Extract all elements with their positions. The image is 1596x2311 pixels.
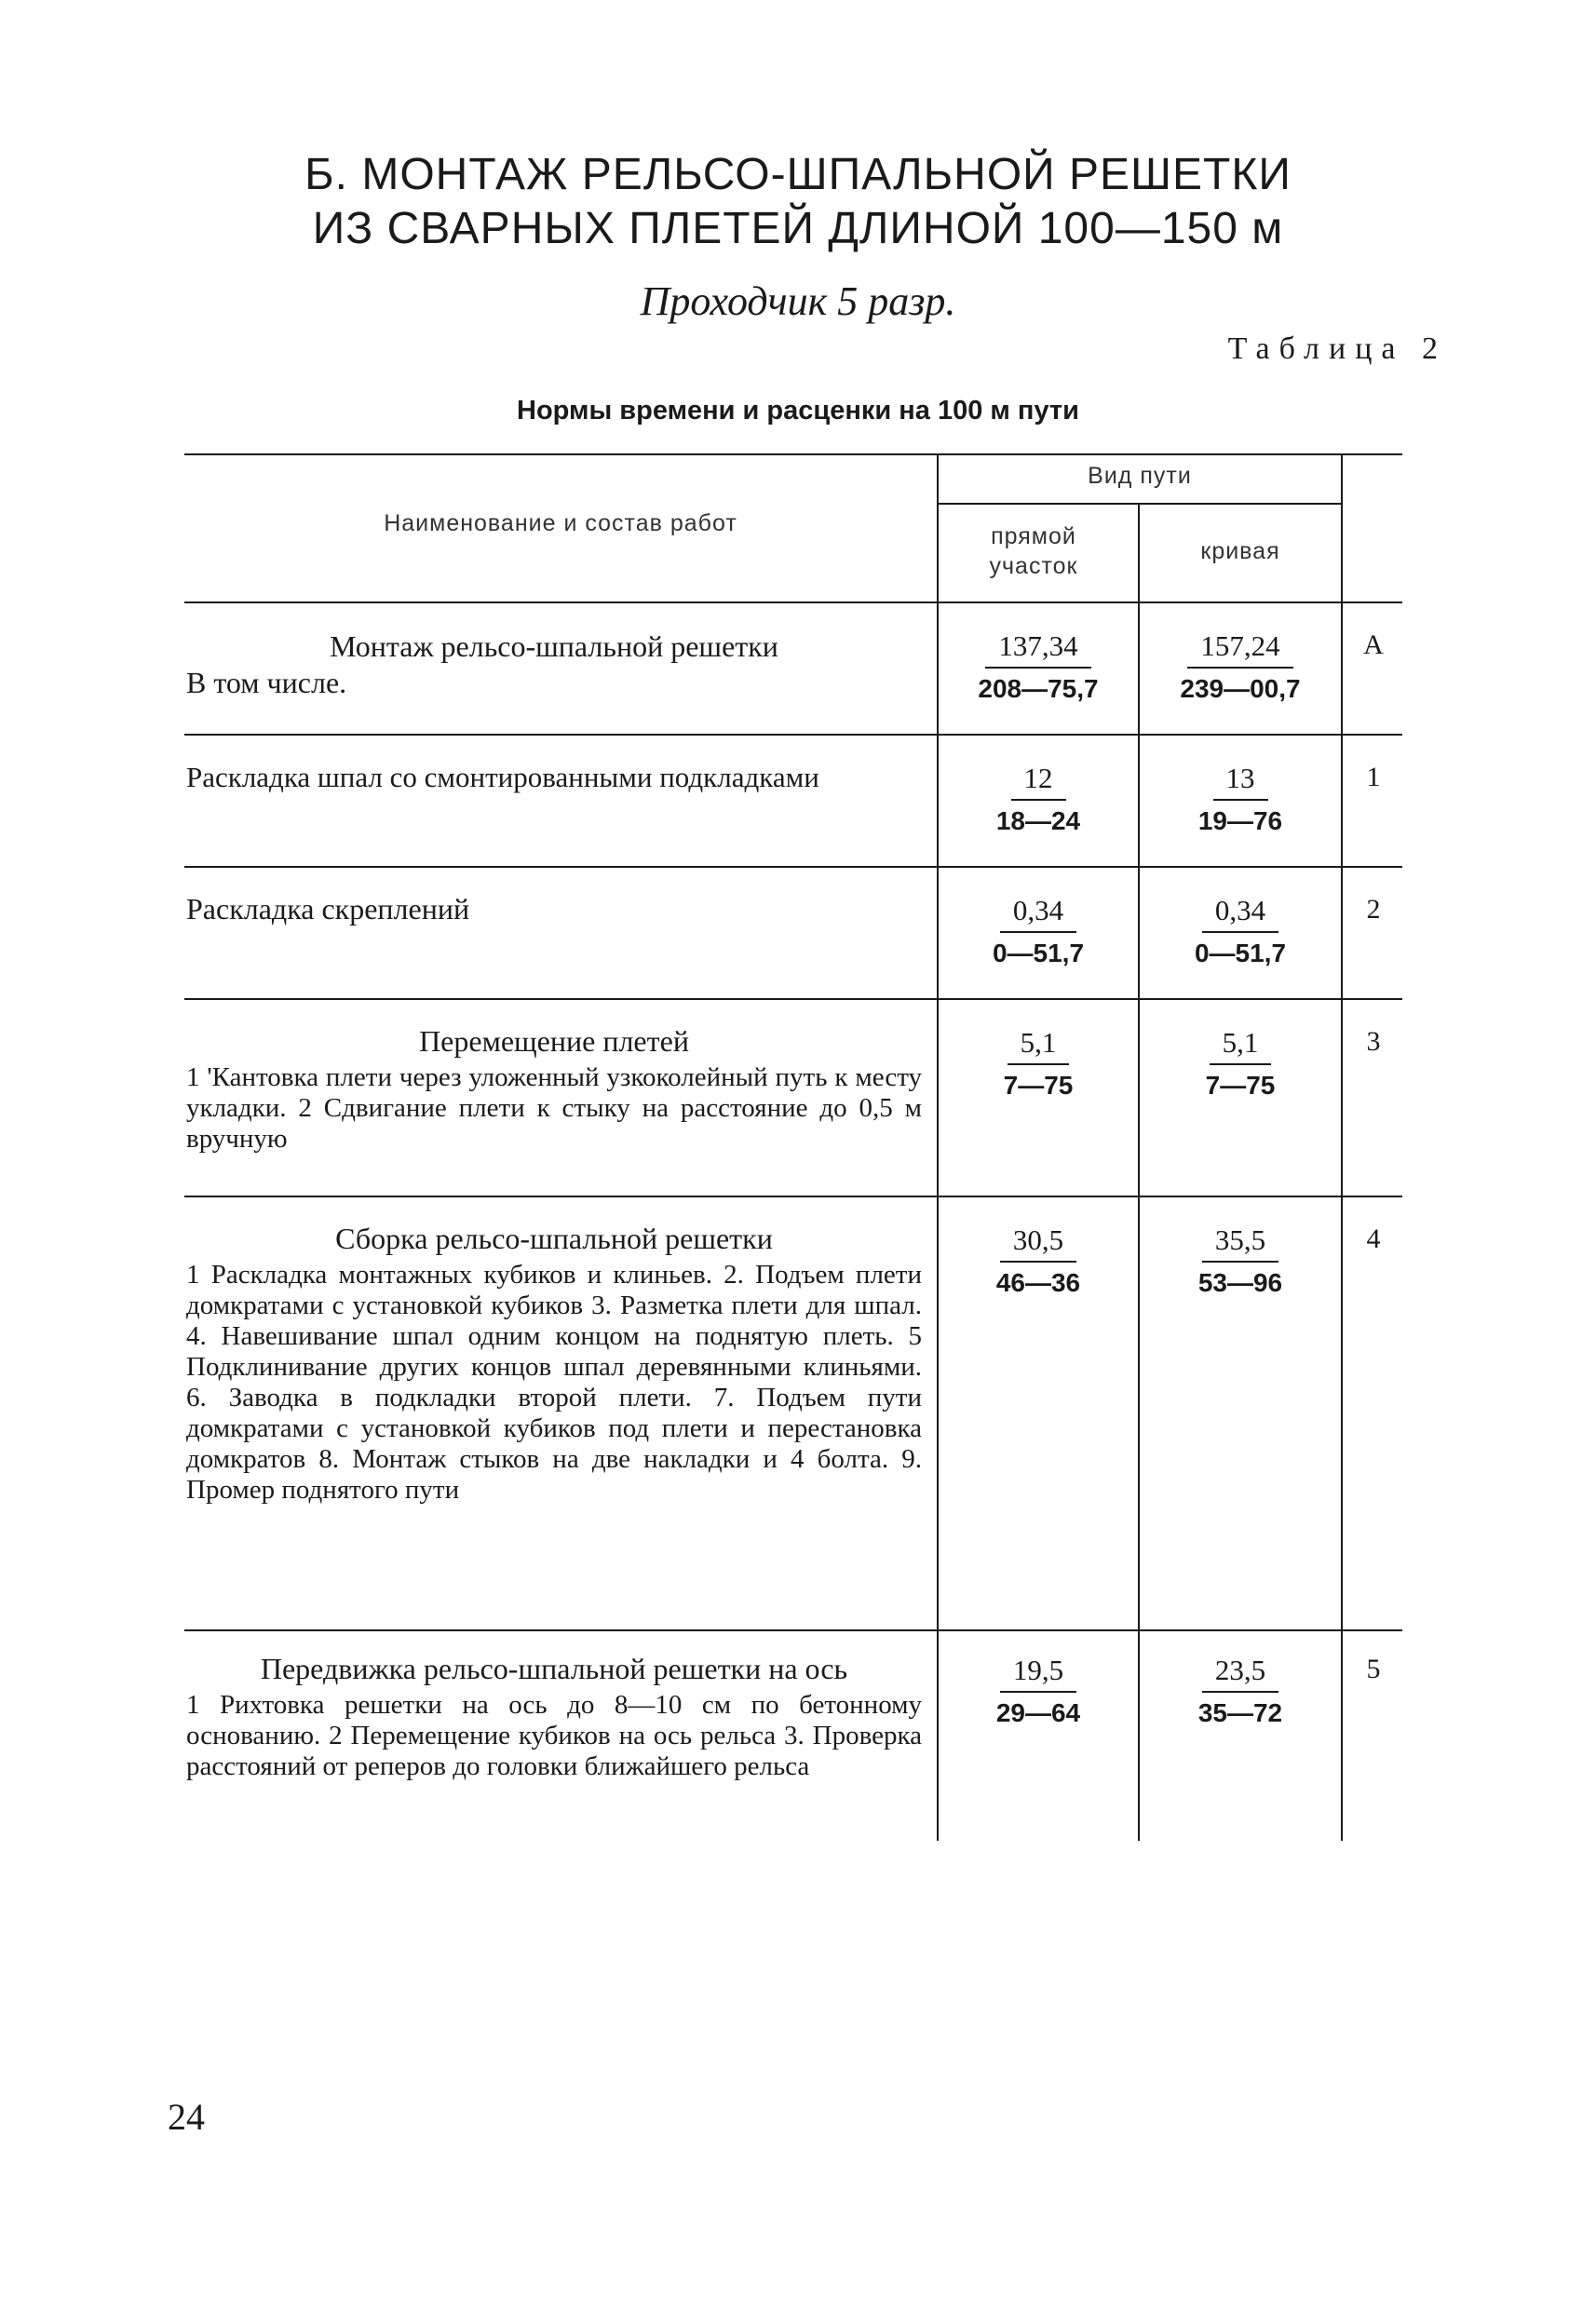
row-title: Раскладка скреплений [186, 892, 470, 926]
price-rate: 7—75 [1205, 1071, 1276, 1100]
row-details: В том числе. [186, 666, 347, 699]
row-divider [184, 734, 1402, 736]
price-rate: 18—24 [995, 806, 1081, 835]
price-rate: 19—76 [1197, 806, 1283, 835]
row-divider [184, 1629, 1402, 1631]
curve-norm-cell [1141, 762, 1340, 836]
table-row [186, 894, 922, 930]
straight-norm-cell [939, 894, 1138, 968]
row-details: 1 Раскладка монтажных кубиков и клиньев. 2. Подъем плети домкратами с установкой кубиков 3. Разметка плети для шпал. 4. Навешивание шпал одним концом на поднятую плеть. 5 Подклинивание других концов шпал деревянными клиньями. 6. Заводка в подкладки второй плети. 7. Подъем пути домкратами с установкой кубиков под плети и перестановка домкратов 8. Монтаж стыков на две накладки и 4 болта. 9. Промер поднятого пути [186, 1260, 922, 1505]
header-bottom-rule [184, 601, 1402, 603]
header-work-name: Наименование и состав работ [384, 510, 737, 536]
row-title: Передвижка рельсо-шпальной решетки на ось [260, 1652, 848, 1685]
straight-norm-cell [939, 629, 1138, 704]
header-track-type: Вид пути [1088, 463, 1192, 489]
price-rate: 0—51,7 [1194, 939, 1287, 967]
price-rate: 29—64 [995, 1698, 1081, 1727]
time-norm: 12 [1011, 762, 1066, 801]
row-divider [184, 998, 1402, 1000]
time-norm: 5,1 [1210, 1026, 1272, 1065]
column-divider [1341, 453, 1343, 1841]
row-title: Монтаж рельсо-шпальной решетки [330, 629, 778, 663]
curve-norm-cell [1141, 1654, 1340, 1728]
time-norm: 0,34 [1202, 894, 1278, 933]
row-index: 5 [1366, 1654, 1381, 1684]
header-curve: кривая [1200, 538, 1280, 564]
time-norm: 19,5 [1000, 1654, 1076, 1693]
row-details: 1 Рихтовка решетки на ось до 8—10 см по бетонному основанию. 2 Перемещение кубиков на ось рельса 3. Проверка расстояний от реперов до головки ближайшего рельса [186, 1690, 922, 1781]
row-index: 2 [1366, 894, 1381, 925]
section-title-line-1: Б. МОНТАЖ РЕЛЬСО-ШПАЛЬНОЙ РЕШЕТКИ [304, 150, 1292, 199]
time-norm: 35,5 [1202, 1223, 1278, 1263]
price-rate: 46—36 [995, 1268, 1081, 1297]
time-norm: 30,5 [1000, 1223, 1076, 1263]
row-title: Раскладка шпал со смонтированными подкладками [186, 761, 819, 793]
section-title-line-2: ИЗ СВАРНЫХ ПЛЕТЕЙ ДЛИНОЙ 100—150 м [312, 204, 1284, 253]
price-rate: 7—75 [1003, 1071, 1074, 1100]
straight-norm-cell [939, 1026, 1138, 1101]
row-title: Перемещение плетей [419, 1024, 689, 1058]
price-rate: 35—72 [1197, 1698, 1283, 1727]
table-row [186, 762, 922, 792]
time-norm: 23,5 [1202, 1654, 1278, 1693]
time-norm: 0,34 [1000, 894, 1076, 933]
time-norm: 13 [1213, 762, 1268, 801]
curve-norm-cell [1141, 1223, 1340, 1298]
header-sub-rule [937, 503, 1343, 505]
curve-norm-cell [1141, 894, 1340, 968]
worker-grade-subtitle: Проходчик 5 разр. [640, 278, 956, 324]
curve-norm-cell [1141, 629, 1340, 704]
price-rate: 239—00,7 [1180, 674, 1301, 703]
table-top-rule [184, 453, 1402, 455]
straight-norm-cell [939, 1654, 1138, 1728]
table-label: Таблица 2 [1227, 331, 1447, 366]
row-title: Сборка рельсо-шпальной решетки [335, 1222, 773, 1255]
row-divider [184, 866, 1402, 868]
table-row [186, 1223, 922, 1506]
row-divider [184, 1196, 1402, 1197]
straight-norm-cell [939, 762, 1138, 836]
header-straight-section: прямой участок [989, 523, 1078, 579]
table-caption: Нормы времени и расценки на 100 м пути [517, 396, 1079, 426]
table-row [186, 631, 922, 704]
row-index: 3 [1366, 1026, 1381, 1057]
table-row [186, 1654, 922, 1782]
table-row [186, 1026, 922, 1155]
price-rate: 208—75,7 [978, 674, 1099, 703]
price-rate: 0—51,7 [992, 939, 1085, 967]
row-details: 1 'Кантовка плети через уложенный узкоколейный путь к месту укладки. 2 Сдвигание плети к стыку на расстояние до 0,5 м вручную [186, 1062, 922, 1154]
curve-norm-cell [1141, 1026, 1340, 1101]
column-divider [1138, 503, 1140, 1841]
row-index: 1 [1366, 762, 1381, 792]
time-norm: 5,1 [1008, 1026, 1070, 1065]
row-index: 4 [1366, 1223, 1381, 1254]
row-index: А [1363, 629, 1384, 660]
time-norm: 157,24 [1187, 629, 1292, 669]
page-number: 24 [168, 2096, 205, 2138]
straight-norm-cell [939, 1223, 1138, 1298]
time-norm: 137,34 [985, 629, 1090, 669]
price-rate: 53—96 [1197, 1268, 1283, 1297]
